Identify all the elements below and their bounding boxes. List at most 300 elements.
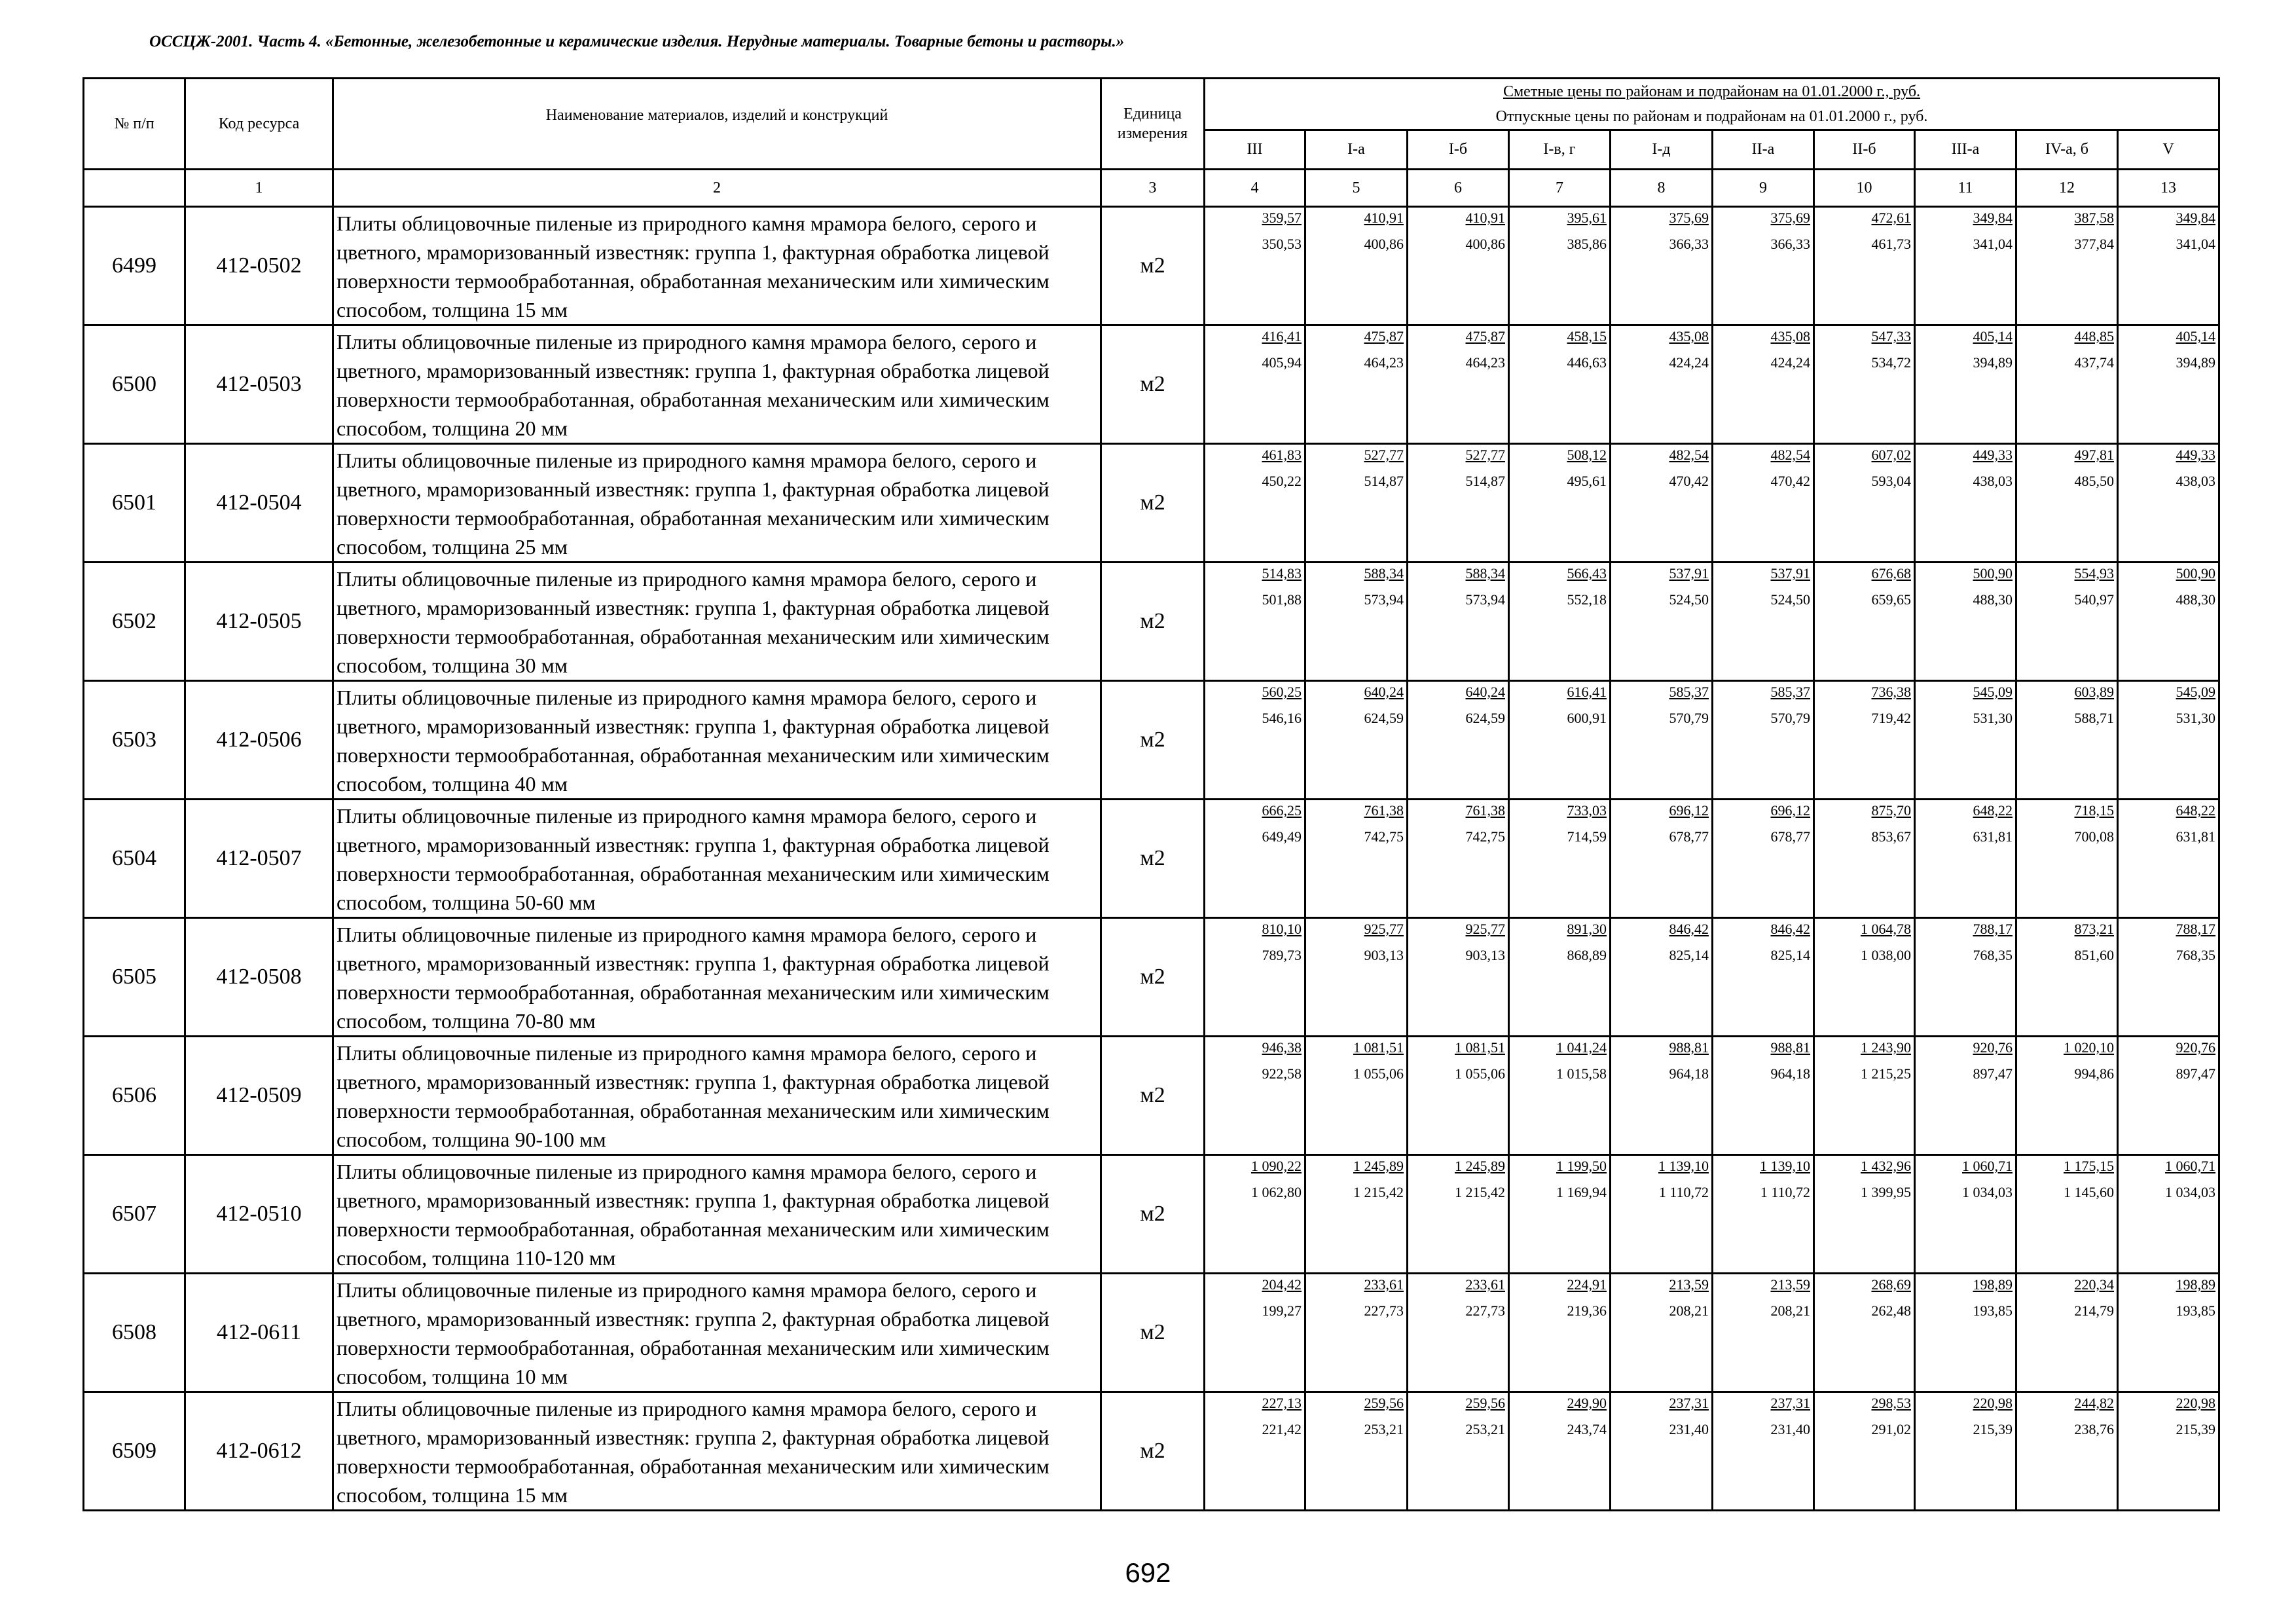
price-cell [1305,681,1408,800]
col-header-code: Код ресурса [185,79,333,170]
estimated-price: 410,91 [1465,210,1505,226]
price-cell [1713,918,1814,1037]
price-cell [2118,681,2219,800]
estimated-price: 375,69 [1669,210,1709,226]
price-cell [1611,1392,1713,1511]
price-cell [2118,207,2219,325]
price-cell [1814,681,1915,800]
estimated-price: 500,90 [1973,565,2013,581]
price-cell [1509,918,1611,1037]
estimated-price: 607,02 [1871,447,1911,463]
estimated-price: 846,42 [1669,921,1709,937]
column-number-row [84,170,2219,207]
price-cell [1205,563,1305,681]
price-cell [1915,325,2016,444]
estimated-price: 566,43 [1567,565,1607,581]
estimated-price: 585,37 [1770,684,1810,700]
estimated-price: 1 081,51 [1455,1039,1505,1056]
selling-price: 1 055,06 [1353,1065,1404,1082]
selling-price: 534,72 [1871,354,1911,371]
selling-price: 424,24 [1669,354,1709,371]
price-cell [1509,1274,1611,1392]
estimated-price: 220,34 [2074,1276,2114,1293]
selling-price: 450,22 [1262,473,1302,489]
selling-price: 789,73 [1262,947,1302,963]
selling-price: 461,73 [1871,236,1911,252]
estimated-price: 1 064,78 [1861,921,1911,937]
price-cell [2016,444,2118,563]
estimated-price: 435,08 [1770,328,1810,344]
selling-price: 719,42 [1871,710,1911,726]
col-number: 9 [1713,170,1814,207]
price-cell [2016,918,2118,1037]
region-header: II-б [1814,130,1915,170]
estimated-price: 410,91 [1364,210,1404,226]
material-name: Плиты облицовочные пиленые из природного камня мрамора белого, серого и цветного, мраморизованный известняк: группа 1, фактурная обработка лицевой поверхности термообработанная, обработанная механическим или химическим способом, толщина 110-120 мм [333,1155,1101,1274]
estimated-price: 1 243,90 [1861,1039,1911,1056]
estimated-price: 198,89 [2176,1276,2216,1293]
selling-price: 573,94 [1364,591,1404,608]
selling-price: 659,65 [1871,591,1911,608]
selling-price: 678,77 [1770,828,1810,845]
selling-price: 1 215,42 [1455,1184,1505,1200]
selling-price: 208,21 [1770,1302,1810,1319]
estimated-price: 514,83 [1262,565,1302,581]
estimated-price: 648,22 [2176,802,2216,819]
price-cell [1408,207,1509,325]
selling-price: 552,18 [1567,591,1607,608]
resource-code: 412-0510 [185,1155,333,1274]
price-cell [1814,444,1915,563]
estimated-price: 475,87 [1465,328,1505,344]
selling-price: 570,79 [1770,710,1810,726]
price-cell [1713,444,1814,563]
estimated-price: 1 081,51 [1353,1039,1404,1056]
selling-price: 1 169,94 [1556,1184,1607,1200]
table-row [84,1037,2219,1155]
estimated-price: 405,14 [2176,328,2216,344]
price-cell [1713,1155,1814,1274]
selling-price: 768,35 [1973,947,2013,963]
price-cell [2118,800,2219,918]
selling-price: 1 062,80 [1251,1184,1302,1200]
estimated-price: 198,89 [1973,1276,2013,1293]
price-cell [1408,444,1509,563]
unit: м2 [1101,800,1205,918]
header-row-top [84,79,2219,130]
estimated-price: 220,98 [2176,1395,2216,1411]
price-cell [1305,1155,1408,1274]
col-header-unit: Единица измерения [1101,79,1205,170]
row-number: 6503 [84,681,185,800]
estimated-price: 508,12 [1567,447,1607,463]
price-cell [1611,563,1713,681]
estimated-price: 648,22 [1973,802,2013,819]
selling-price: 488,30 [1973,591,2013,608]
selling-price: 588,71 [2074,710,2114,726]
estimated-price: 1 041,24 [1556,1039,1607,1056]
price-cell [1205,800,1305,918]
selling-price: 238,76 [2074,1421,2114,1437]
selling-price: 631,81 [2176,828,2216,845]
col-number: 8 [1611,170,1713,207]
estimated-price: 405,14 [1973,328,2013,344]
table-row [84,1274,2219,1392]
estimated-price: 472,61 [1871,210,1911,226]
price-cell [1509,444,1611,563]
estimated-price: 788,17 [1973,921,2013,937]
unit: м2 [1101,325,1205,444]
selling-price: 570,79 [1669,710,1709,726]
selling-price: 631,81 [1973,828,2013,845]
estimated-price: 545,09 [1973,684,2013,700]
col-number: 13 [2118,170,2219,207]
table-row [84,325,2219,444]
region-header: II-а [1713,130,1814,170]
selling-price: 424,24 [1770,354,1810,371]
price-cell [1205,1037,1305,1155]
estimated-price: 1 175,15 [2064,1158,2114,1174]
estimated-price: 500,90 [2176,565,2216,581]
estimated-price: 227,13 [1262,1395,1302,1411]
selling-price: 897,47 [2176,1065,2216,1082]
selling-price: 495,61 [1567,473,1607,489]
estimated-price: 375,69 [1770,210,1810,226]
price-cell [1814,325,1915,444]
price-cell [1305,1037,1408,1155]
material-name: Плиты облицовочные пиленые из природного камня мрамора белого, серого и цветного, мраморизованный известняк: группа 2, фактурная обработка лицевой поверхности термообработанная, обработанная механическим или химическим способом, толщина 10 мм [333,1274,1101,1392]
price-cell [1509,681,1611,800]
estimated-price: 718,15 [2074,802,2114,819]
unit: м2 [1101,1392,1205,1511]
selling-price: 243,74 [1567,1421,1607,1437]
selling-price: 377,84 [2074,236,2114,252]
selling-price: 524,50 [1770,591,1810,608]
selling-price: 385,86 [1567,236,1607,252]
estimated-price: 1 432,96 [1861,1158,1911,1174]
region-header: I-а [1305,130,1408,170]
selling-price: 593,04 [1871,473,1911,489]
price-cell [2016,800,2118,918]
selling-price: 227,73 [1465,1302,1505,1319]
selling-price: 903,13 [1465,947,1505,963]
page-header: ОССЦЖ-2001. Часть 4. «Бетонные, железобетонные и керамические изделия. Нерудные материалы. Товарные бетоны и растворы.» [149,33,1125,50]
row-number: 6500 [84,325,185,444]
selling-price: 1 110,72 [1760,1184,1810,1200]
selling-price: 464,23 [1465,354,1505,371]
selling-price: 405,94 [1262,354,1302,371]
price-cell [1408,1274,1509,1392]
price-cell [1611,1274,1713,1392]
estimated-price: 761,38 [1465,802,1505,819]
estimated-price: 449,33 [2176,447,2216,463]
estimated-price: 588,34 [1364,565,1404,581]
material-name: Плиты облицовочные пиленые из природного камня мрамора белого, серого и цветного, мраморизованный известняк: группа 1, фактурная обработка лицевой поверхности термообработанная, обработанная механическим или химическим способом, толщина 15 мм [333,207,1101,325]
price-cell [1611,325,1713,444]
row-number: 6509 [84,1392,185,1511]
price-cell [1713,207,1814,325]
estimated-price: 1 245,89 [1353,1158,1404,1174]
price-cell [1915,1037,2016,1155]
estimated-price: 244,82 [2074,1395,2114,1411]
col-number: 7 [1509,170,1611,207]
price-cell [1408,563,1509,681]
price-cell [2016,681,2118,800]
selling-price: 1 055,06 [1455,1065,1505,1082]
estimated-price: 461,83 [1262,447,1302,463]
price-cell [1713,1037,1814,1155]
price-cell [1509,1155,1611,1274]
price-cell [1814,1037,1915,1155]
col-number: 6 [1408,170,1509,207]
price-cell [2016,207,2118,325]
estimated-price: 268,69 [1871,1276,1911,1293]
estimated-price: 449,33 [1973,447,2013,463]
estimated-price: 416,41 [1262,328,1302,344]
selling-price: 501,88 [1262,591,1302,608]
row-number: 6508 [84,1274,185,1392]
estimated-price: 220,98 [1973,1395,2013,1411]
selling-price: 1 034,03 [1962,1184,2013,1200]
unit: м2 [1101,444,1205,563]
col-number: 3 [1101,170,1205,207]
estimated-price: 259,56 [1364,1395,1404,1411]
estimated-price: 359,57 [1262,210,1302,226]
row-number: 6502 [84,563,185,681]
price-cell [1408,1155,1509,1274]
col-header-name: Наименование материалов, изделий и конструкций [333,79,1101,170]
selling-price: 1 215,42 [1353,1184,1404,1200]
price-cell [1611,918,1713,1037]
price-cell [1509,1392,1611,1511]
estimated-price: 810,10 [1262,921,1302,937]
price-cell [1509,325,1611,444]
region-header: IV-а, б [2016,130,2118,170]
region-header: V [2118,130,2219,170]
estimated-price: 475,87 [1364,328,1404,344]
price-cell [1305,1274,1408,1392]
resource-code: 412-0612 [185,1392,333,1511]
price-cell [1205,1392,1305,1511]
estimated-price: 527,77 [1465,447,1505,463]
resource-code: 412-0506 [185,681,333,800]
estimated-price: 640,24 [1364,684,1404,700]
estimated-price: 1 199,50 [1556,1158,1607,1174]
price-cell [2016,1274,2118,1392]
estimated-price: 554,93 [2074,565,2114,581]
estimated-price: 588,34 [1465,565,1505,581]
price-cell [2118,1392,2219,1511]
row-number: 6501 [84,444,185,563]
resource-code: 412-0508 [185,918,333,1037]
selling-price: 366,33 [1669,236,1709,252]
selling-price: 964,18 [1770,1065,1810,1082]
price-cell [1713,325,1814,444]
selling-price: 446,63 [1567,354,1607,371]
row-number: 6506 [84,1037,185,1155]
price-cell [2016,1155,2118,1274]
prices-selling-label: Отпускные цены по районам и подрайонам на 01.01.2000 г., руб. [1495,108,1928,125]
price-cell [1408,1037,1509,1155]
estimated-price: 435,08 [1669,328,1709,344]
selling-price: 341,04 [1973,236,2013,252]
estimated-price: 1 020,10 [2064,1039,2114,1056]
estimated-price: 458,15 [1567,328,1607,344]
price-cell [2118,563,2219,681]
estimated-price: 666,25 [1262,802,1302,819]
price-cell [1408,325,1509,444]
estimated-price: 891,30 [1567,921,1607,937]
row-number: 6499 [84,207,185,325]
selling-price: 488,30 [2176,591,2216,608]
selling-price: 546,16 [1262,710,1302,726]
region-header: I-в, г [1509,130,1611,170]
row-number: 6504 [84,800,185,918]
price-cell [1814,207,1915,325]
estimated-price: 696,12 [1770,802,1810,819]
col-number: 2 [333,170,1101,207]
estimated-price: 1 090,22 [1251,1158,1302,1174]
col-header-prices [1205,79,2219,130]
price-cell [1305,800,1408,918]
price-cell [1205,681,1305,800]
estimated-price: 733,03 [1567,802,1607,819]
price-cell [2118,1155,2219,1274]
price-cell [1814,918,1915,1037]
material-name: Плиты облицовочные пиленые из природного камня мрамора белого, серого и цветного, мраморизованный известняк: группа 1, фактурная обработка лицевой поверхности термообработанная, обработанная механическим или химическим способом, толщина 30 мм [333,563,1101,681]
estimated-price: 1 245,89 [1455,1158,1505,1174]
price-cell [1915,1274,2016,1392]
selling-price: 649,49 [1262,828,1302,845]
selling-price: 853,67 [1871,828,1911,845]
estimated-price: 497,81 [2074,447,2114,463]
price-cell [2118,1274,2219,1392]
price-table [82,77,2220,1511]
estimated-price: 204,42 [1262,1276,1302,1293]
selling-price: 514,87 [1364,473,1404,489]
price-cell [1305,444,1408,563]
selling-price: 700,08 [2074,828,2114,845]
table-row [84,681,2219,800]
estimated-price: 233,61 [1364,1276,1404,1293]
estimated-price: 224,91 [1567,1276,1607,1293]
estimated-price: 213,59 [1669,1276,1709,1293]
estimated-price: 1 060,71 [1962,1158,2013,1174]
selling-price: 994,86 [2074,1065,2114,1082]
price-cell [1915,681,2016,800]
selling-price: 215,39 [1973,1421,2013,1437]
price-cell [1408,918,1509,1037]
selling-price: 825,14 [1669,947,1709,963]
price-cell [2016,1037,2118,1155]
selling-price: 1 038,00 [1861,947,1911,963]
price-cell [2118,325,2219,444]
price-cell [2016,563,2118,681]
resource-code: 412-0611 [185,1274,333,1392]
estimated-price: 875,70 [1871,802,1911,819]
region-header: I-д [1611,130,1713,170]
selling-price: 897,47 [1973,1065,2013,1082]
row-number: 6505 [84,918,185,1037]
estimated-price: 527,77 [1364,447,1404,463]
material-name: Плиты облицовочные пиленые из природного камня мрамора белого, серого и цветного, мраморизованный известняк: группа 1, фактурная обработка лицевой поверхности термообработанная, обработанная механическим или химическим способом, толщина 50-60 мм [333,800,1101,918]
region-header: I-б [1408,130,1509,170]
estimated-price: 696,12 [1669,802,1709,819]
estimated-price: 616,41 [1567,684,1607,700]
selling-price: 903,13 [1364,947,1404,963]
price-cell [1713,800,1814,918]
prices-estimated-label: Сметные цены по районам и подрайонам на 01.01.2000 г., руб. [1503,83,1921,100]
selling-price: 215,39 [2176,1421,2216,1437]
price-cell [1205,1155,1305,1274]
selling-price: 1 034,03 [2165,1184,2216,1200]
selling-price: 714,59 [1567,828,1607,845]
price-cell [1509,563,1611,681]
selling-price: 540,97 [2074,591,2114,608]
table-row [84,918,2219,1037]
price-cell [1611,800,1713,918]
selling-price: 742,75 [1465,828,1505,845]
price-cell [1713,681,1814,800]
selling-price: 341,04 [2176,236,2216,252]
selling-price: 1 015,58 [1556,1065,1607,1082]
unit: м2 [1101,1037,1205,1155]
price-cell [1509,800,1611,918]
material-name: Плиты облицовочные пиленые из природного камня мрамора белого, серого и цветного, мраморизованный известняк: группа 1, фактурная обработка лицевой поверхности термообработанная, обработанная механическим или химическим способом, толщина 25 мм [333,444,1101,563]
table-row [84,563,2219,681]
price-cell [1305,1392,1408,1511]
estimated-price: 920,76 [1973,1039,2013,1056]
table-row [84,207,2219,325]
estimated-price: 1 139,10 [1760,1158,1810,1174]
selling-price: 851,60 [2074,947,2114,963]
price-cell [2016,1392,2118,1511]
price-cell [1205,444,1305,563]
price-cell [1205,325,1305,444]
selling-price: 470,42 [1669,473,1709,489]
unit: м2 [1101,207,1205,325]
region-header: III-а [1915,130,2016,170]
selling-price: 253,21 [1465,1421,1505,1437]
price-cell [1509,207,1611,325]
estimated-price: 1 139,10 [1658,1158,1709,1174]
col-number-blank [84,170,185,207]
estimated-price: 349,84 [1973,210,2013,226]
selling-price: 350,53 [1262,236,1302,252]
selling-price: 400,86 [1364,236,1404,252]
resource-code: 412-0509 [185,1037,333,1155]
material-name: Плиты облицовочные пиленые из природного камня мрамора белого, серого и цветного, мраморизованный известняк: группа 2, фактурная обработка лицевой поверхности термообработанная, обработанная механическим или химическим способом, толщина 15 мм [333,1392,1101,1511]
price-cell [1509,1037,1611,1155]
selling-price: 438,03 [2176,473,2216,489]
selling-price: 825,14 [1770,947,1810,963]
price-cell [1611,1037,1713,1155]
unit: м2 [1101,681,1205,800]
estimated-price: 640,24 [1465,684,1505,700]
price-cell [2118,444,2219,563]
selling-price: 231,40 [1770,1421,1810,1437]
estimated-price: 761,38 [1364,802,1404,819]
price-cell [1205,918,1305,1037]
estimated-price: 387,58 [2074,210,2114,226]
selling-price: 219,36 [1567,1302,1607,1319]
resource-code: 412-0507 [185,800,333,918]
price-cell [1713,563,1814,681]
selling-price: 394,89 [1973,354,2013,371]
selling-price: 573,94 [1465,591,1505,608]
col-number: 4 [1205,170,1305,207]
selling-price: 214,79 [2074,1302,2114,1319]
